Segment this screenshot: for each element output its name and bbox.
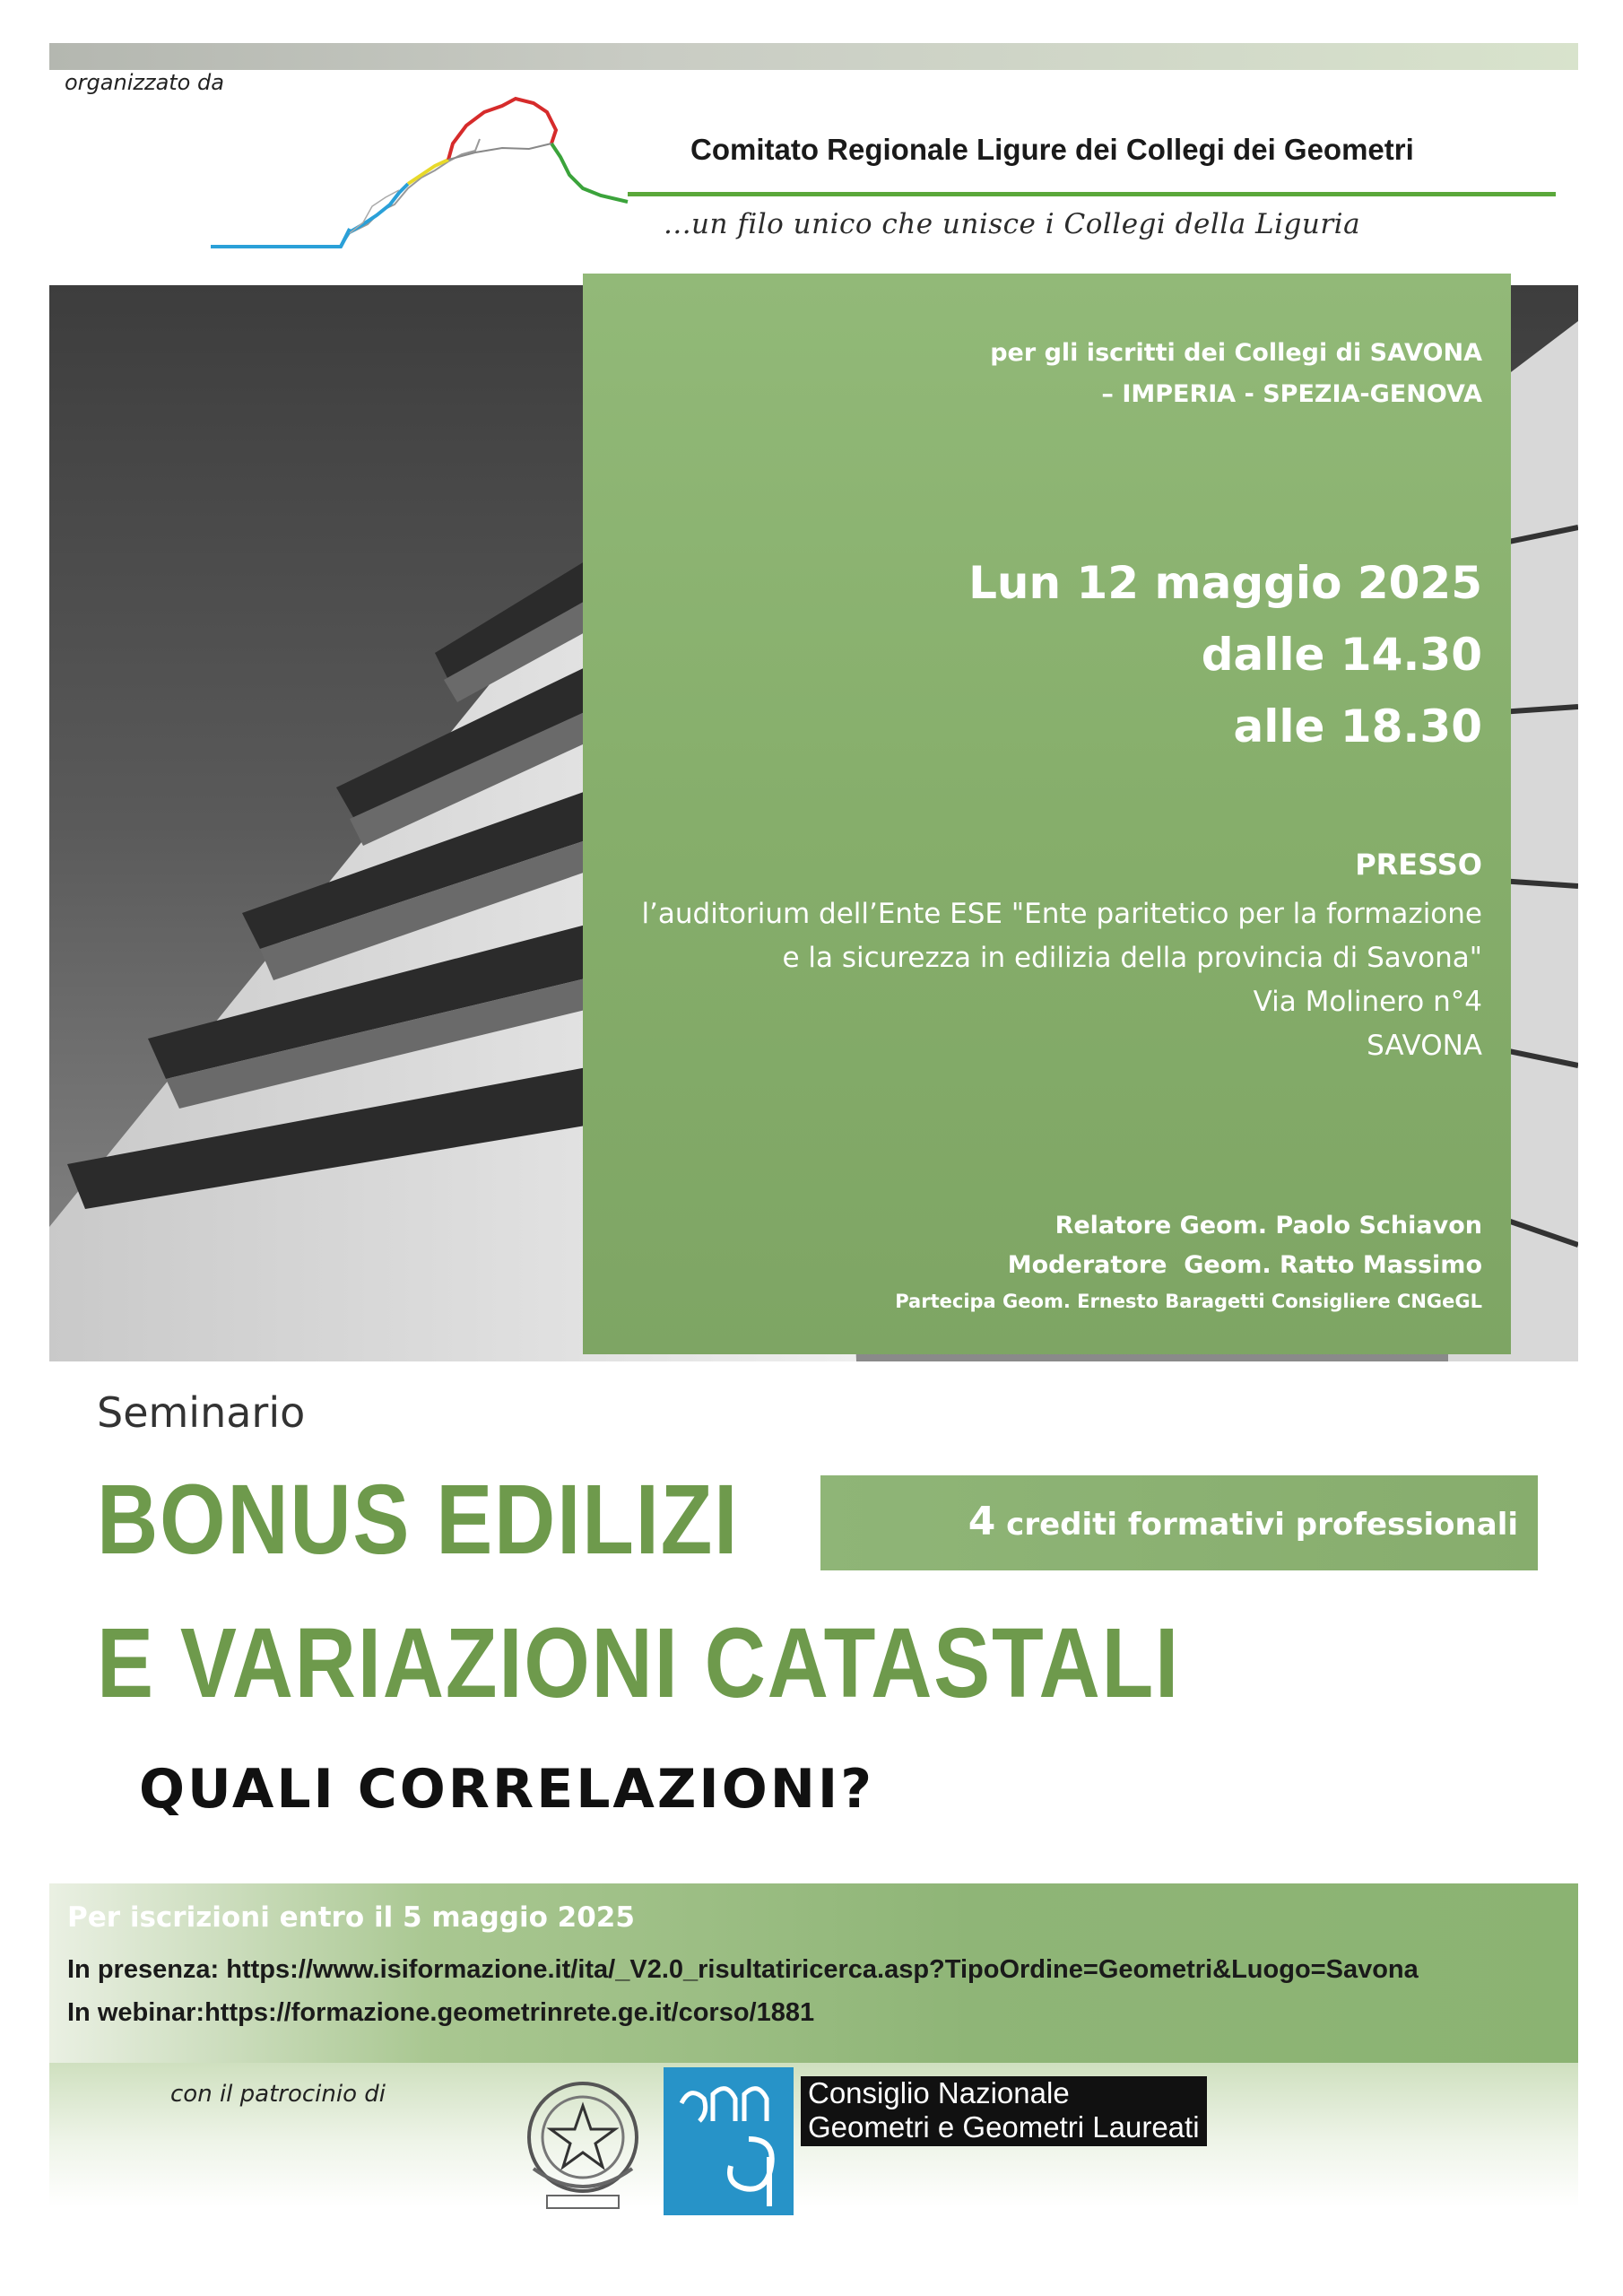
cng-name-line-1: Consiglio Nazionale <box>808 2076 1070 2109</box>
event-info-panel <box>583 274 1511 1354</box>
participant: Partecipa Geom. Ernesto Baragetti Consigliere CNGeGL <box>895 1291 1482 1312</box>
title-line-2: E VARIAZIONI CATASTALI <box>97 1608 1181 1718</box>
credits-label: crediti formativi professionali <box>1006 1507 1518 1543</box>
venue-city: SAVONA <box>1367 1030 1482 1062</box>
cng-logo <box>664 2067 794 2215</box>
credits-badge <box>820 1475 1538 1570</box>
registration-in-person-link[interactable]: In presenza: https://www.isiformazione.it/ita/_V2.0_risultatiricerca.asp?TipoOrdine=Geometri&Luogo=Savona <box>67 1955 1419 1984</box>
date-time-block <box>968 547 1482 762</box>
credits-text <box>968 1499 1518 1544</box>
cng-name-line-2: Geometri e Geometri Laureati <box>808 2110 1200 2144</box>
venue-block <box>641 892 1482 1068</box>
organized-by-label: organizzato da <box>65 70 224 95</box>
header-band <box>49 43 1578 70</box>
audience-block <box>990 333 1482 415</box>
venue-line-2: e la sicurezza in edilizia della provincia di Savona" <box>782 942 1482 974</box>
committee-name: Comitato Regionale Ligure dei Collegi dei Geometri <box>690 133 1414 166</box>
credits-number: 4 <box>968 1499 996 1544</box>
event-time-to: alle 18.30 <box>1233 700 1482 752</box>
italian-republic-emblem <box>516 2070 650 2215</box>
event-time-from: dalle 14.30 <box>1201 629 1482 681</box>
event-date: Lun 12 maggio 2025 <box>968 557 1482 609</box>
cng-name <box>801 2076 1207 2146</box>
patronage-label: con il patrocinio di <box>170 2081 386 2108</box>
presso-label: PRESSO <box>1355 848 1482 882</box>
committee-motto: ...un filo unico che unisce i Collegi della Liguria <box>664 208 1361 240</box>
seminar-kicker: Seminario <box>97 1388 306 1437</box>
registration-title: Per iscrizioni entro il 5 maggio 2025 <box>67 1901 635 1934</box>
title-line-1: BONUS EDILIZI <box>97 1465 740 1575</box>
registration-webinar-link[interactable]: In webinar:https://formazione.geometrinrete.ge.it/corso/1881 <box>67 1998 815 2027</box>
header-divider <box>628 192 1556 196</box>
speaker: Relatore Geom. Paolo Schiavon <box>1055 1212 1482 1239</box>
venue-street: Via Molinero n°4 <box>1253 986 1482 1018</box>
venue-line-1: l’auditorium dell’Ente ESE "Ente paritetico per la formazione <box>641 898 1482 930</box>
audience-line-1: per gli iscritti dei Collegi di SAVONA <box>990 339 1482 367</box>
liguria-region-logo <box>206 90 673 269</box>
speakers-block <box>1008 1206 1482 1285</box>
title-question: QUALI CORRELAZIONI? <box>139 1758 875 1821</box>
moderator: Moderatore Geom. Ratto Massimo <box>1007 1251 1482 1279</box>
audience-line-2: – IMPERIA - SPEZIA-GENOVA <box>1101 380 1482 408</box>
